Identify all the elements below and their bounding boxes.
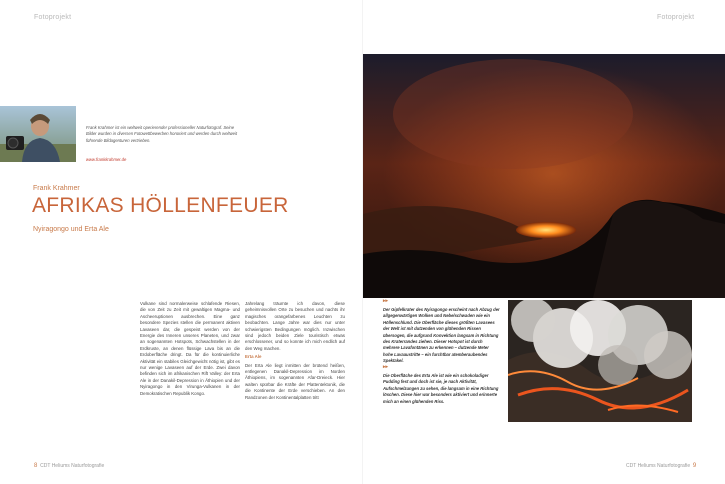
header-label-left: Fotoprojekt — [34, 14, 72, 21]
body-paragraph: Jahrelang träumte ich davon, diese geheimnisvollen Orte zu besuchen und nachts ihr magisches orangefarbenes Leuchten zu beobachten. Lange Jahre war dies nur unter schwierigsten Bedingungen möglich. Inzwischen sind jedoch beiden Ziele touristisch etwas erschlossener, und so konnte ich mich endlich auf den Weg machen. — [245, 301, 345, 351]
page-number-right: 9 — [692, 463, 697, 469]
author-name: Frank Krahmer — [33, 185, 80, 192]
caption-marker: ▸▸ — [383, 364, 389, 370]
footer-right — [626, 463, 696, 469]
author-bio: Frank Krahmer ist ein weltweit operierender professioneller Naturfotograf. Seine Bilder wurden in diversen Fotowettbewerben honoriert und werden durch weltweit führende Bildagenturen vertrieben. — [86, 125, 238, 143]
nyiragongo-crater-photo — [363, 54, 725, 298]
page-number-left: 8 — [34, 463, 38, 469]
section-heading: Erta Ale — [245, 354, 262, 360]
article-title: AFRIKAS HÖLLENFEUER — [32, 194, 289, 217]
caption-erta-ale: Die Oberfläche des Erta Ale ist wie ein schokoladiger Pudding fest und doch ist sie, je nach Aktivität, Aufschmelzungen zu sehen, die langsam in eine Richtung löschen. Diese hier war besonders aktiviert und erinnerte mich an einen glühenden Riss. — [383, 373, 499, 404]
body-column-2 — [245, 301, 345, 403]
footer-right-text: CDT Heliums Naturfotografie — [626, 463, 691, 469]
author-website-link[interactable]: www.frankkrahmer.de — [86, 157, 127, 162]
body-column-1 — [140, 301, 240, 399]
body-paragraph: Vulkane sind normalerweise schlafende Riesen, die von Zeit zu Zeit mit gewaltigen Magma- und Ascheeruptionen ausbrechen. Eine ganz besondere Spezies stellen die permanent aktiven Lavaseen dar, die gespeist werden von der Energie des Inneren unseres Planeten, und zwar an sogenannten Hotspots, Schwachstellen in der Erdkruste, an denen flüssige Lava bis an die Erdoberfläche dringt. Da für die kontinuierliche Aktivität ein stabiles Gleichgewicht nötig ist, gibt es nur wenige Lavaseen auf der Erde. Zwei davon befinden sich im afrikanischen Rift Valley: der Erta Ale in der Danakil-Depression in Äthiopien und der Nyiragongo in den Virunga-Vulkanen in der Demokratischen Republik Kongo. — [140, 301, 240, 396]
footer-left — [34, 463, 104, 469]
caption-marker: ▸▸ — [383, 298, 389, 304]
header-label-right: Fotoprojekt — [657, 14, 695, 21]
erta-ale-lava-photo — [508, 300, 692, 422]
author-photo — [0, 106, 76, 162]
caption-nyiragongo: Der Gipfelkrater des Nyiragongo erscheint nach Abzug der allgegenwärtigen Wolken und Nebelschwaden wie ein Höllenschlund. Die Oberfläche dieses größten Lavasees der Welt ist mit dutzenden von glühenden Rissen übersogen, die aufgrund Konvektion langsam in Richtung des Kraterrandes ziehen. Dieser Hotspot ist durch mehrere Lavafontänen zu erkennen – dutzende Meter hohe Lavaaustritte – ein furchtbar atemberaubendes Spektakel. — [383, 307, 500, 364]
body-paragraph: Der Erta Ale liegt inmitten der brütend heißen, entlegenen Danakil-Depression im Norden Äthiopiens, im sogenannten Afar-Dreieck. Hier walten spürbar die Kräfte der Plattentektonik, die die Kontinente der Erde verschieben. An den Randzonen der Kontinentalplatten tritt — [245, 362, 345, 400]
footer-left-text: CDT Heliums Naturfotografie — [40, 463, 105, 469]
article-subtitle: Nyiragongo und Erta Ale — [33, 226, 109, 233]
